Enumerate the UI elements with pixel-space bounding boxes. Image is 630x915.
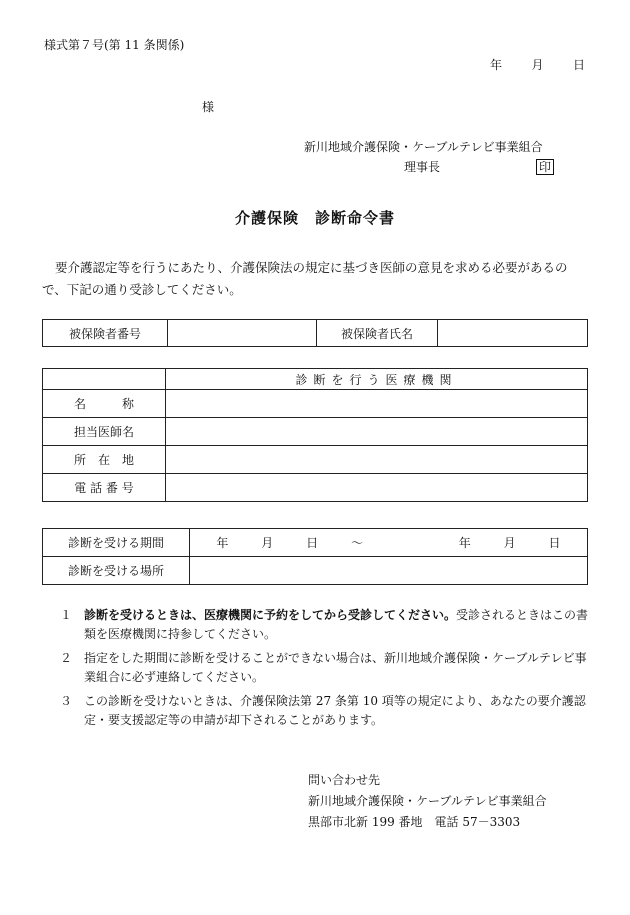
document-title: 介護保険 診断命令書 bbox=[234, 209, 395, 227]
institution-corner bbox=[43, 369, 166, 390]
issuer-organization: 新川地域介護保険・ケーブルテレビ事業組合 bbox=[304, 140, 543, 154]
insured-table bbox=[42, 319, 588, 347]
institution-table bbox=[42, 368, 588, 502]
exam-place-label: 診断を受ける場所 bbox=[43, 557, 190, 585]
note-item bbox=[60, 606, 590, 644]
insured-number-field[interactable] bbox=[168, 320, 317, 347]
period-end-day: 日 bbox=[548, 536, 561, 550]
note-text: この診断を受けないときは、介護保険法第 27 条第 10 項等の規定により、あなたの要介護認定・要支援認定等の申請が却下されることがあります。 bbox=[84, 694, 586, 727]
insured-name-field[interactable] bbox=[438, 320, 588, 347]
note-text: 指定をした期間に診断を受けることができない場合は、新川地域介護保険・ケーブルテレビ事業組合に必ず連絡してください。 bbox=[84, 651, 587, 684]
contact-address-phone: 黒部市北新 199 番地 電話 57－3303 bbox=[308, 815, 521, 829]
period-start-month: 月 bbox=[261, 536, 274, 550]
note-number: １ bbox=[60, 608, 73, 622]
notes-list bbox=[60, 606, 590, 735]
note-number: ２ bbox=[60, 651, 73, 665]
addressee-suffix: 様 bbox=[202, 100, 215, 114]
note-emphasis: 診断を受けるときは、医療機関に予約をしてから受診してください。 bbox=[84, 608, 457, 622]
contact-organization: 新川地域介護保険・ケーブルテレビ事業組合 bbox=[308, 794, 547, 808]
issuer-title-line bbox=[404, 158, 554, 175]
period-start-day: 日 bbox=[306, 536, 319, 550]
exam-place-field[interactable] bbox=[190, 557, 588, 585]
contact-heading: 問い合わせ先 bbox=[308, 773, 381, 787]
intro-paragraph: 要介護認定等を行うにあたり、介護保険法の規定に基づき医師の意見を求める必要があるので、下記の通り受診してください。 bbox=[42, 260, 568, 297]
note-text: 受診されるときはこの書類を医療機関に持参してください。 bbox=[84, 608, 589, 641]
exam-table bbox=[42, 528, 588, 585]
contact-block bbox=[308, 770, 547, 833]
period-end-year: 年 bbox=[458, 536, 471, 550]
note-item bbox=[60, 649, 590, 687]
insured-number-label: 被保険者番号 bbox=[43, 320, 168, 347]
form-number: 様式第７号(第 11 条関係) bbox=[44, 38, 185, 52]
phone-label: 電 話 番 号 bbox=[43, 474, 166, 502]
date-day: 日 bbox=[572, 58, 585, 72]
doctor-name-label: 担当医師名 bbox=[43, 418, 166, 446]
exam-period-field[interactable] bbox=[190, 529, 588, 557]
seal-mark: 印 bbox=[536, 159, 554, 175]
insured-name-label: 被保険者氏名 bbox=[317, 320, 438, 347]
note-number: ３ bbox=[60, 694, 73, 708]
note-item bbox=[60, 692, 590, 730]
exam-period-label: 診断を受ける期間 bbox=[43, 529, 190, 557]
doctor-name-field[interactable] bbox=[166, 418, 588, 446]
period-tilde: ～ bbox=[351, 536, 364, 550]
issue-date bbox=[490, 56, 585, 73]
address-label: 所 在 地 bbox=[43, 446, 166, 474]
address-field[interactable] bbox=[166, 446, 588, 474]
date-year: 年 bbox=[490, 58, 503, 72]
institution-name-field[interactable] bbox=[166, 390, 588, 418]
period-end-month: 月 bbox=[503, 536, 516, 550]
institution-header: 診断を行う医療機関 bbox=[166, 369, 588, 390]
institution-name-label: 名 称 bbox=[43, 390, 166, 418]
issuer-title: 理事長 bbox=[404, 160, 441, 174]
phone-field[interactable] bbox=[166, 474, 588, 502]
period-start-year: 年 bbox=[216, 536, 229, 550]
date-month: 月 bbox=[531, 58, 544, 72]
